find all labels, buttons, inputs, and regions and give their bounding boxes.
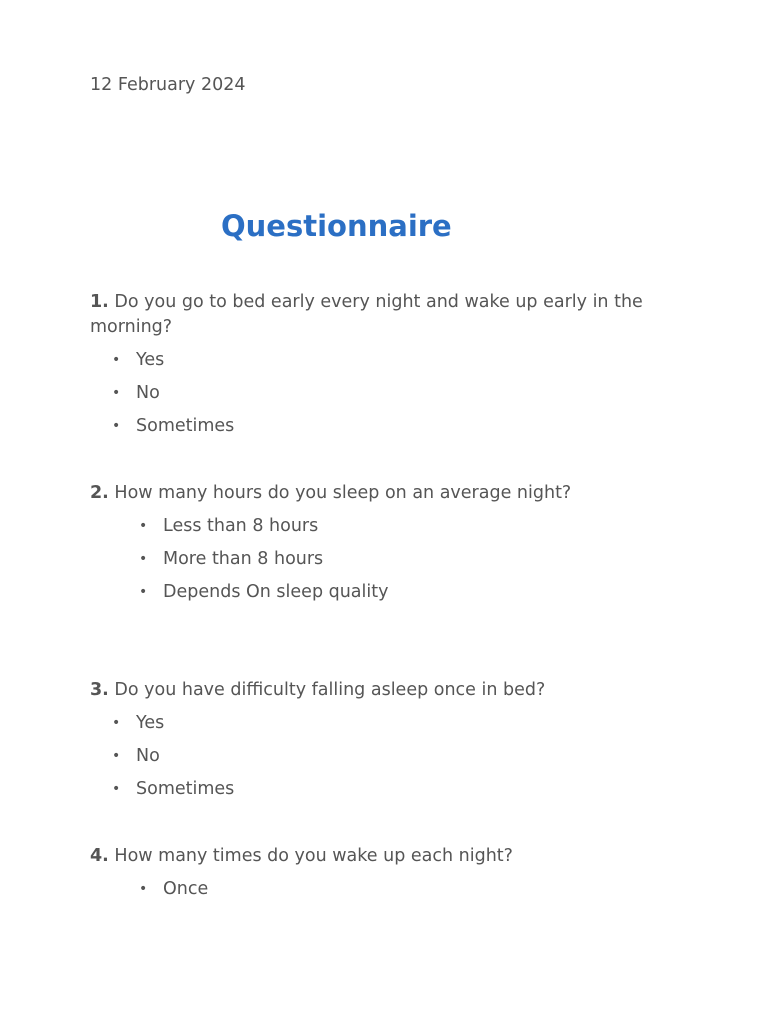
bullet-icon: • (139, 518, 148, 534)
question-number: 3. (90, 680, 109, 700)
question-2 (90, 481, 690, 506)
bullet-icon: • (139, 551, 148, 567)
question-number: 2. (90, 483, 109, 503)
option-label: Yes (136, 713, 165, 733)
bullet-icon: • (112, 385, 121, 401)
bullet-icon: • (112, 748, 121, 764)
bullet-icon: • (112, 781, 121, 797)
question-text: How many hours do you sleep on an average night? (114, 483, 572, 503)
bullet-icon: • (112, 352, 121, 368)
question-text: How many times do you wake up each night? (114, 846, 513, 866)
option-label: More than 8 hours (163, 549, 324, 569)
bullet-icon: • (112, 715, 121, 731)
list-item (112, 344, 234, 377)
page-title: Questionnaire (221, 209, 452, 243)
option-list-1 (112, 344, 235, 443)
question-1 (90, 290, 690, 340)
list-item (112, 377, 234, 410)
bullet-icon: • (112, 418, 121, 434)
question-text: Do you go to bed early every night and wake up early in the morning? (90, 292, 643, 337)
list-item (112, 707, 234, 740)
option-label: Sometimes (136, 779, 235, 799)
list-item (112, 773, 235, 806)
option-label: No (136, 383, 160, 403)
list-item (112, 740, 234, 773)
option-list-3 (112, 707, 235, 806)
list-item (139, 576, 389, 609)
list-item (139, 543, 388, 576)
list-item (139, 510, 388, 543)
document-date: 12 February 2024 (90, 75, 246, 95)
option-label: Yes (136, 350, 165, 370)
option-label: Depends On sleep quality (163, 582, 389, 602)
list-item (112, 410, 235, 443)
option-list-4 (139, 873, 209, 906)
question-number: 1. (90, 292, 109, 312)
option-label: Less than 8 hours (163, 516, 319, 536)
question-4 (90, 844, 690, 869)
option-label: Once (163, 879, 209, 899)
question-text: Do you have difficulty falling asleep once in bed? (114, 680, 546, 700)
option-label: No (136, 746, 160, 766)
question-number: 4. (90, 846, 109, 866)
option-label: Sometimes (136, 416, 235, 436)
question-3 (90, 678, 690, 703)
list-item (139, 873, 209, 906)
bullet-icon: • (139, 584, 148, 600)
option-list-2 (139, 510, 389, 609)
bullet-icon: • (139, 881, 148, 897)
